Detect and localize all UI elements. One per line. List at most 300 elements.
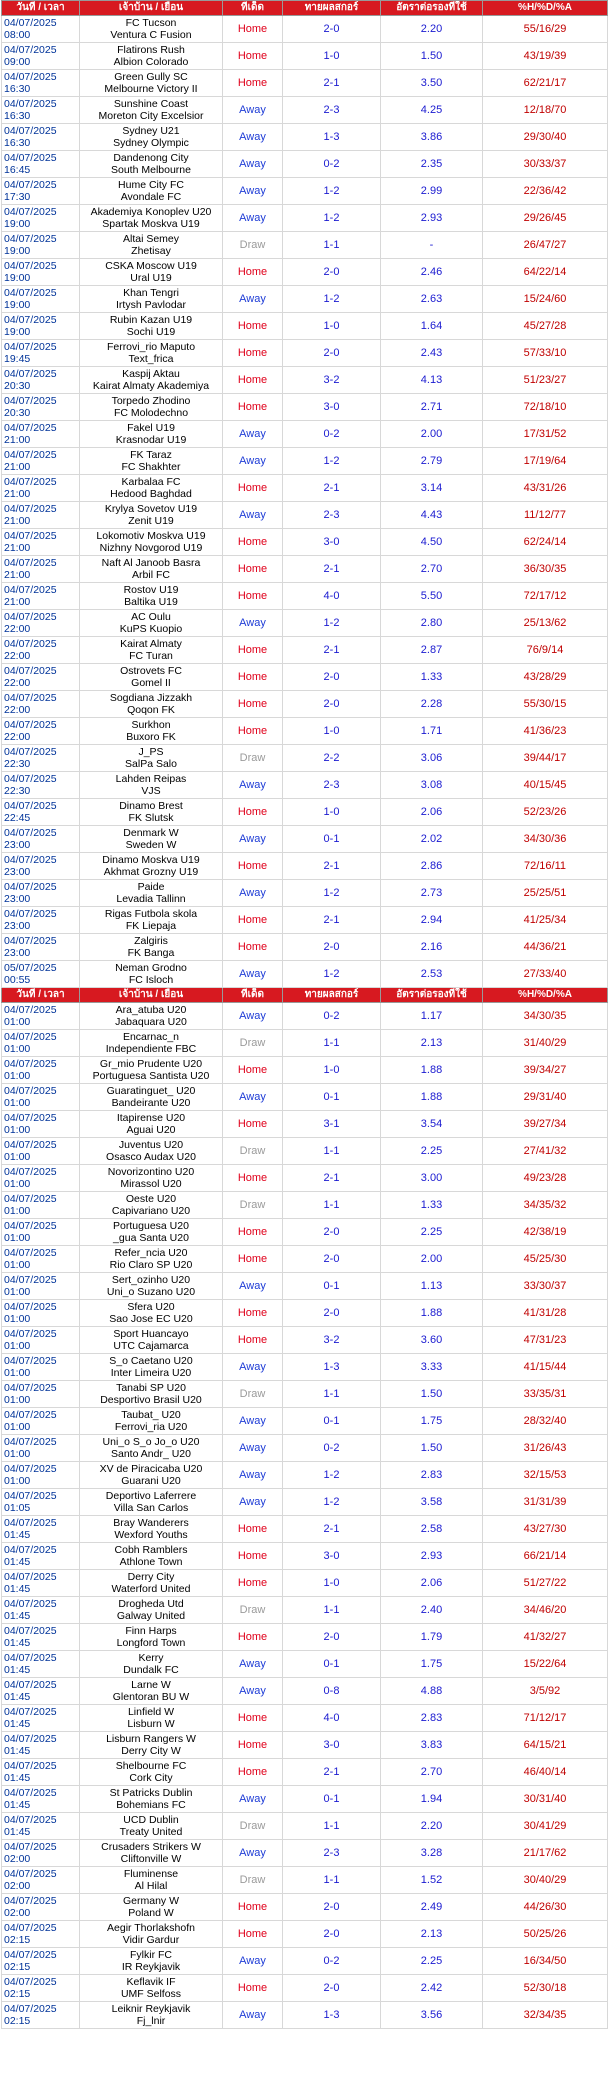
home-team: Rostov U19 (123, 584, 179, 596)
score-cell: 1-2 (283, 961, 381, 988)
date-time-cell (2, 1381, 80, 1408)
date-time-cell (2, 16, 80, 43)
match-time: 01:45 (4, 1799, 31, 1811)
date-time-cell (2, 43, 80, 70)
match-row (2, 745, 608, 772)
match-row (2, 529, 608, 556)
match-row (2, 259, 608, 286)
score-cell: 1-2 (283, 178, 381, 205)
percent-cell: 32/34/35 (483, 2002, 608, 2029)
pick-cell: Away (223, 1948, 283, 1975)
match-time: 02:00 (4, 1880, 31, 1892)
header-score: ทายผลสกอร์ (283, 988, 381, 1003)
match-time: 21:00 (4, 461, 31, 473)
away-team: Arbil FC (132, 569, 170, 581)
percent-cell: 40/15/45 (483, 772, 608, 799)
match-time: 01:00 (4, 1313, 31, 1325)
match-row (2, 1165, 608, 1192)
away-team: Cliftonville W (120, 1853, 182, 1865)
home-team: Naft Al Janoob Basra (101, 557, 201, 569)
home-team: Drogheda Utd (118, 1598, 184, 1610)
pick-cell: Away (223, 880, 283, 907)
date-time-cell (2, 1516, 80, 1543)
match-date: 04/07/2025 (4, 854, 57, 866)
pick-cell: Away (223, 502, 283, 529)
date-time-cell (2, 556, 80, 583)
pick-cell: Home (223, 1759, 283, 1786)
odds-cell: 2.83 (381, 1705, 483, 1732)
date-time-cell (2, 1084, 80, 1111)
odds-cell: 1.50 (381, 43, 483, 70)
score-cell: 2-0 (283, 664, 381, 691)
pick-cell: Away (223, 1462, 283, 1489)
home-team: Rubin Kazan U19 (109, 314, 193, 326)
match-row (2, 286, 608, 313)
pick-cell: Home (223, 1246, 283, 1273)
away-team: Treaty United (119, 1826, 183, 1838)
match-row (2, 1219, 608, 1246)
score-cell: 2-0 (283, 340, 381, 367)
match-row (2, 1705, 608, 1732)
home-team: Paide (137, 881, 165, 893)
odds-cell: 1.94 (381, 1786, 483, 1813)
home-team: Green Gully SC (114, 71, 188, 83)
odds-cell: 4.43 (381, 502, 483, 529)
teams-cell (80, 313, 223, 340)
match-date: 04/07/2025 (4, 827, 57, 839)
match-time: 01:45 (4, 1772, 31, 1784)
away-team: Villa San Carlos (113, 1502, 189, 1514)
pick-cell: Home (223, 691, 283, 718)
pick-cell: Home (223, 1624, 283, 1651)
match-date: 04/07/2025 (4, 287, 57, 299)
percent-cell: 72/17/12 (483, 583, 608, 610)
match-date: 04/07/2025 (4, 746, 57, 758)
score-cell: 0-1 (283, 1786, 381, 1813)
home-team: AC Oulu (131, 611, 171, 623)
match-row (2, 826, 608, 853)
match-date: 04/07/2025 (4, 1274, 57, 1286)
match-date: 04/07/2025 (4, 1085, 57, 1097)
date-time-cell (2, 1111, 80, 1138)
odds-cell: 4.50 (381, 529, 483, 556)
home-team: Kairat Almaty (120, 638, 182, 650)
header-row (2, 1, 608, 16)
date-time-cell (2, 70, 80, 97)
match-row (2, 502, 608, 529)
teams-cell (80, 286, 223, 313)
match-date: 04/07/2025 (4, 449, 57, 461)
pick-cell: Away (223, 178, 283, 205)
home-team: Hume City FC (118, 179, 184, 191)
date-time-cell (2, 205, 80, 232)
pick-cell: Draw (223, 745, 283, 772)
match-date: 04/07/2025 (4, 1166, 57, 1178)
percent-cell: 52/30/18 (483, 1975, 608, 2002)
match-date: 04/07/2025 (4, 17, 57, 29)
pick-cell: Draw (223, 1867, 283, 1894)
away-team: UMF Selfoss (120, 1988, 182, 2000)
teams-cell (80, 1786, 223, 1813)
teams-cell (80, 1570, 223, 1597)
predictions-table (1, 0, 608, 2029)
match-time: 22:00 (4, 677, 31, 689)
away-team: Capivariano U20 (111, 1205, 191, 1217)
score-cell: 2-0 (283, 1975, 381, 2002)
pick-cell: Home (223, 1921, 283, 1948)
header-odds: อัตราต่อรองที่ใช้ (381, 1, 483, 16)
teams-cell (80, 151, 223, 178)
match-time: 01:00 (4, 1421, 31, 1433)
match-date: 04/07/2025 (4, 530, 57, 542)
teams-cell (80, 1975, 223, 2002)
percent-cell: 64/15/21 (483, 1732, 608, 1759)
match-date: 04/07/2025 (4, 1220, 57, 1232)
date-time-cell (2, 1624, 80, 1651)
score-cell: 0-2 (283, 1948, 381, 1975)
match-date: 04/07/2025 (4, 1463, 57, 1475)
odds-cell: 2.46 (381, 259, 483, 286)
teams-cell (80, 1408, 223, 1435)
match-row (2, 664, 608, 691)
odds-cell: 3.86 (381, 124, 483, 151)
teams-cell (80, 259, 223, 286)
away-team: FC Turan (129, 650, 173, 662)
match-time: 21:00 (4, 488, 31, 500)
pick-cell: Draw (223, 1381, 283, 1408)
score-cell: 4-0 (283, 583, 381, 610)
pick-cell: Draw (223, 1138, 283, 1165)
percent-cell: 62/24/14 (483, 529, 608, 556)
percent-cell: 55/30/15 (483, 691, 608, 718)
match-time: 01:00 (4, 1097, 31, 1109)
odds-cell: 4.13 (381, 367, 483, 394)
match-row (2, 1813, 608, 1840)
home-team: Fylkir FC (130, 1949, 172, 1961)
odds-cell: 2.58 (381, 1516, 483, 1543)
percent-cell: 39/34/27 (483, 1057, 608, 1084)
away-team: Ural U19 (130, 272, 172, 284)
away-team: Ventura C Fusion (110, 29, 192, 41)
home-team: Neman Grodno (115, 962, 187, 974)
pick-cell: Away (223, 1678, 283, 1705)
date-time-cell (2, 934, 80, 961)
match-row (2, 1489, 608, 1516)
match-row (2, 16, 608, 43)
odds-cell: 2.20 (381, 16, 483, 43)
odds-cell: 3.60 (381, 1327, 483, 1354)
away-team: Albion Colorado (113, 56, 189, 68)
match-date: 04/07/2025 (4, 1571, 57, 1583)
match-time: 22:00 (4, 704, 31, 716)
match-date: 04/07/2025 (4, 179, 57, 191)
match-row (2, 853, 608, 880)
date-time-cell (2, 97, 80, 124)
match-row (2, 1543, 608, 1570)
pick-cell: Away (223, 1489, 283, 1516)
match-date: 04/07/2025 (4, 881, 57, 893)
match-date: 04/07/2025 (4, 1544, 57, 1556)
match-date: 04/07/2025 (4, 665, 57, 677)
away-team: Gomel II (131, 677, 171, 689)
score-cell: 1-0 (283, 799, 381, 826)
date-time-cell (2, 1543, 80, 1570)
match-date: 04/07/2025 (4, 71, 57, 83)
match-row (2, 691, 608, 718)
match-date: 04/07/2025 (4, 557, 57, 569)
pick-cell: Away (223, 961, 283, 988)
match-time: 19:00 (4, 245, 31, 257)
away-team: Mirassol U20 (120, 1178, 182, 1190)
percent-cell: 52/23/26 (483, 799, 608, 826)
odds-cell: 2.00 (381, 421, 483, 448)
home-team: Guaratinguet_ U20 (106, 1085, 196, 1097)
score-cell: 2-1 (283, 1516, 381, 1543)
score-cell: 2-1 (283, 907, 381, 934)
date-time-cell (2, 286, 80, 313)
match-time: 01:45 (4, 1610, 31, 1622)
match-row (2, 124, 608, 151)
odds-cell: 1.13 (381, 1273, 483, 1300)
score-cell: 1-0 (283, 1057, 381, 1084)
home-team: Ara_atuba U20 (115, 1004, 187, 1016)
match-time: 16:30 (4, 110, 31, 122)
teams-cell (80, 1219, 223, 1246)
odds-cell: 2.99 (381, 178, 483, 205)
pick-cell: Home (223, 1516, 283, 1543)
pick-cell: Away (223, 1435, 283, 1462)
home-team: Taubat_ U20 (121, 1409, 181, 1421)
match-row (2, 1462, 608, 1489)
away-team: Sydney Olympic (113, 137, 189, 149)
odds-cell: 2.70 (381, 1759, 483, 1786)
pick-cell: Home (223, 1543, 283, 1570)
teams-cell (80, 637, 223, 664)
match-date: 04/07/2025 (4, 1733, 57, 1745)
odds-cell: 2.42 (381, 1975, 483, 2002)
match-row (2, 2002, 608, 2029)
pick-cell: Away (223, 1003, 283, 1030)
score-cell: 0-1 (283, 826, 381, 853)
percent-cell: 41/25/34 (483, 907, 608, 934)
odds-cell: 2.06 (381, 799, 483, 826)
match-time: 01:05 (4, 1502, 31, 1514)
pick-cell: Home (223, 367, 283, 394)
away-team: _gua Santa U20 (113, 1232, 189, 1244)
match-date: 04/07/2025 (4, 638, 57, 650)
teams-cell (80, 1462, 223, 1489)
away-team: Akhmat Grozny U19 (103, 866, 199, 878)
match-date: 04/07/2025 (4, 1787, 57, 1799)
percent-cell: 39/44/17 (483, 745, 608, 772)
match-row (2, 772, 608, 799)
match-row (2, 1003, 608, 1030)
match-row (2, 1948, 608, 1975)
odds-cell: 2.70 (381, 556, 483, 583)
teams-cell (80, 340, 223, 367)
percent-cell: 26/47/27 (483, 232, 608, 259)
date-time-cell (2, 367, 80, 394)
teams-cell (80, 1894, 223, 1921)
match-time: 02:15 (4, 1988, 31, 2000)
pick-cell: Away (223, 448, 283, 475)
score-cell: 2-0 (283, 16, 381, 43)
pick-cell: Home (223, 16, 283, 43)
away-team: Waterford United (111, 1583, 191, 1595)
match-time: 01:00 (4, 1286, 31, 1298)
match-time: 01:45 (4, 1691, 31, 1703)
percent-cell: 43/27/30 (483, 1516, 608, 1543)
percent-cell: 49/23/28 (483, 1165, 608, 1192)
score-cell: 1-2 (283, 880, 381, 907)
teams-cell (80, 1516, 223, 1543)
teams-cell (80, 1597, 223, 1624)
match-time: 21:00 (4, 596, 31, 608)
home-team: Itapirense U20 (116, 1112, 186, 1124)
percent-cell: 71/12/17 (483, 1705, 608, 1732)
odds-cell: 1.50 (381, 1435, 483, 1462)
score-cell: 2-1 (283, 475, 381, 502)
match-date: 04/07/2025 (4, 1004, 57, 1016)
pick-cell: Home (223, 313, 283, 340)
date-time-cell (2, 1489, 80, 1516)
away-team: FK Slutsk (128, 812, 174, 824)
score-cell: 1-3 (283, 2002, 381, 2029)
match-time: 01:45 (4, 1556, 31, 1568)
match-row (2, 340, 608, 367)
teams-cell (80, 1489, 223, 1516)
odds-cell: 3.58 (381, 1489, 483, 1516)
match-time: 01:45 (4, 1529, 31, 1541)
pick-cell: Home (223, 1570, 283, 1597)
score-cell: 1-2 (283, 205, 381, 232)
away-team: Rio Claro SP U20 (109, 1259, 193, 1271)
match-time: 19:00 (4, 326, 31, 338)
pick-cell: Away (223, 1354, 283, 1381)
match-row (2, 1624, 608, 1651)
away-team: Vidir Gardur (122, 1934, 180, 1946)
match-row (2, 178, 608, 205)
date-time-cell (2, 610, 80, 637)
away-team: Al Hilal (134, 1880, 168, 1892)
home-team: Krylya Sovetov U19 (104, 503, 198, 515)
date-time-cell (2, 1354, 80, 1381)
percent-cell: 30/41/29 (483, 1813, 608, 1840)
match-date: 04/07/2025 (4, 1328, 57, 1340)
date-time-cell (2, 664, 80, 691)
away-team: VJS (141, 785, 161, 797)
date-time-cell (2, 691, 80, 718)
teams-cell (80, 1867, 223, 1894)
score-cell: 3-0 (283, 1543, 381, 1570)
away-team: Zhetisay (131, 245, 171, 257)
odds-cell: 1.50 (381, 1381, 483, 1408)
percent-cell: 72/16/11 (483, 853, 608, 880)
match-time: 21:00 (4, 542, 31, 554)
away-team: Irtysh Pavlodar (115, 299, 187, 311)
pick-cell: Home (223, 70, 283, 97)
score-cell: 1-3 (283, 124, 381, 151)
home-team: Lisburn Rangers W (106, 1733, 196, 1745)
percent-cell: 25/25/51 (483, 880, 608, 907)
home-team: Zalgiris (134, 935, 168, 947)
pick-cell: Draw (223, 1597, 283, 1624)
date-time-cell (2, 394, 80, 421)
pick-cell: Away (223, 1273, 283, 1300)
pick-cell: Home (223, 1327, 283, 1354)
match-date: 04/07/2025 (4, 719, 57, 731)
score-cell: 0-2 (283, 1003, 381, 1030)
away-team: Portuguesa Santista U20 (92, 1070, 210, 1082)
score-cell: 3-1 (283, 1111, 381, 1138)
date-time-cell (2, 907, 80, 934)
odds-cell: 2.35 (381, 151, 483, 178)
teams-cell (80, 1111, 223, 1138)
away-team: Desportivo Brasil U20 (100, 1394, 202, 1406)
away-team: KuPS Kuopio (119, 623, 183, 635)
home-team: Sydney U21 (122, 125, 180, 137)
match-row (2, 1678, 608, 1705)
home-team: FC Tucson (125, 17, 177, 29)
teams-cell (80, 1948, 223, 1975)
section-2-body (2, 988, 608, 2029)
score-cell: 2-3 (283, 1840, 381, 1867)
score-cell: 2-0 (283, 1624, 381, 1651)
teams-cell (80, 394, 223, 421)
away-team: Aguai U20 (126, 1124, 176, 1136)
pick-cell: Home (223, 1705, 283, 1732)
pick-cell: Home (223, 583, 283, 610)
date-time-cell (2, 1921, 80, 1948)
date-time-cell (2, 1165, 80, 1192)
teams-cell (80, 70, 223, 97)
teams-cell (80, 880, 223, 907)
odds-cell: 4.88 (381, 1678, 483, 1705)
score-cell: 2-1 (283, 1165, 381, 1192)
odds-cell: 3.00 (381, 1165, 483, 1192)
away-team: FK Banga (127, 947, 175, 959)
match-time: 23:00 (4, 947, 31, 959)
match-date: 04/07/2025 (4, 1814, 57, 1826)
match-time: 01:00 (4, 1448, 31, 1460)
odds-cell: 1.64 (381, 313, 483, 340)
match-time: 09:00 (4, 56, 31, 68)
pick-cell: Away (223, 610, 283, 637)
percent-cell: 31/40/29 (483, 1030, 608, 1057)
percent-cell: 64/22/14 (483, 259, 608, 286)
odds-cell: 2.40 (381, 1597, 483, 1624)
header-percent: %H/%D/%A (483, 988, 608, 1003)
odds-cell: 2.02 (381, 826, 483, 853)
score-cell: 1-2 (283, 448, 381, 475)
teams-cell (80, 1300, 223, 1327)
score-cell: 2-0 (283, 1246, 381, 1273)
date-time-cell (2, 1327, 80, 1354)
match-row (2, 1246, 608, 1273)
home-team: Karbalaa FC (121, 476, 181, 488)
score-cell: 4-0 (283, 1705, 381, 1732)
teams-cell (80, 799, 223, 826)
teams-cell (80, 1732, 223, 1759)
score-cell: 1-2 (283, 1462, 381, 1489)
home-team: Ostrovets FC (120, 665, 182, 677)
percent-cell: 41/31/28 (483, 1300, 608, 1327)
odds-cell: 2.13 (381, 1030, 483, 1057)
match-date: 04/07/2025 (4, 1517, 57, 1529)
pick-cell: Away (223, 421, 283, 448)
away-team: Zenit U19 (128, 515, 174, 527)
date-time-cell (2, 1570, 80, 1597)
